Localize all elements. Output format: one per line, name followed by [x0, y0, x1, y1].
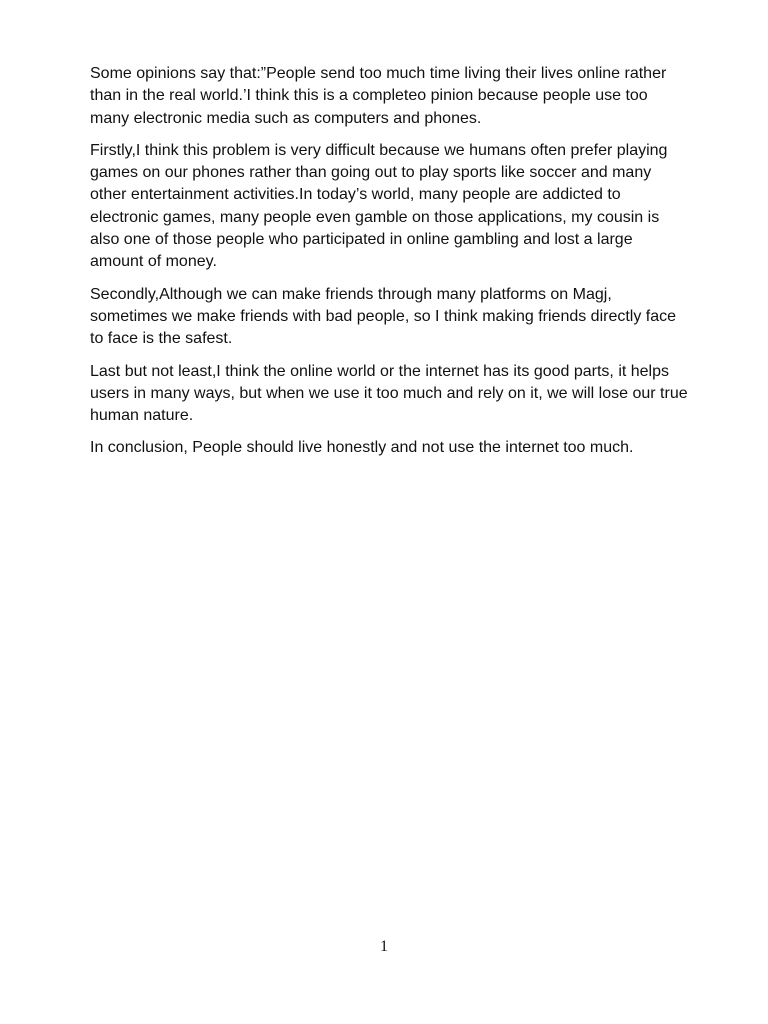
paragraph-conclusion: In conclusion, People should live honestly and not use the internet too much. [90, 439, 634, 457]
paragraph-firstly: Firstly,I think this problem is very difficult because we humans often prefer playing games on our phones rather than going out to play sports like soccer and many other entertainment activities.In today’s world, many people are addicted to electronic games, many people even gamble on those applications, my cousin is also one of those people who participated in online gambling and lost a large amount of money. [90, 141, 668, 271]
paragraph-intro: Some opinions say that:”People send too much time living their lives online rather than in the real world.’I think this is a completeo pinion because people use too many electronic media such as computers and phones. [90, 65, 667, 127]
paragraph-secondly: Secondly,Although we can make friends through many platforms on Magj, sometimes we make friends with bad people, so I think making friends directly face to face is the safest. [90, 285, 677, 348]
document-body [90, 63, 690, 470]
page-number: 1 [380, 938, 388, 955]
paragraph-last-but-not-least: Last but not least,I think the online world or the internet has its good parts, it helps users in many ways, but when we use it too much and rely on it, we will lose our true human nature. [90, 362, 688, 425]
